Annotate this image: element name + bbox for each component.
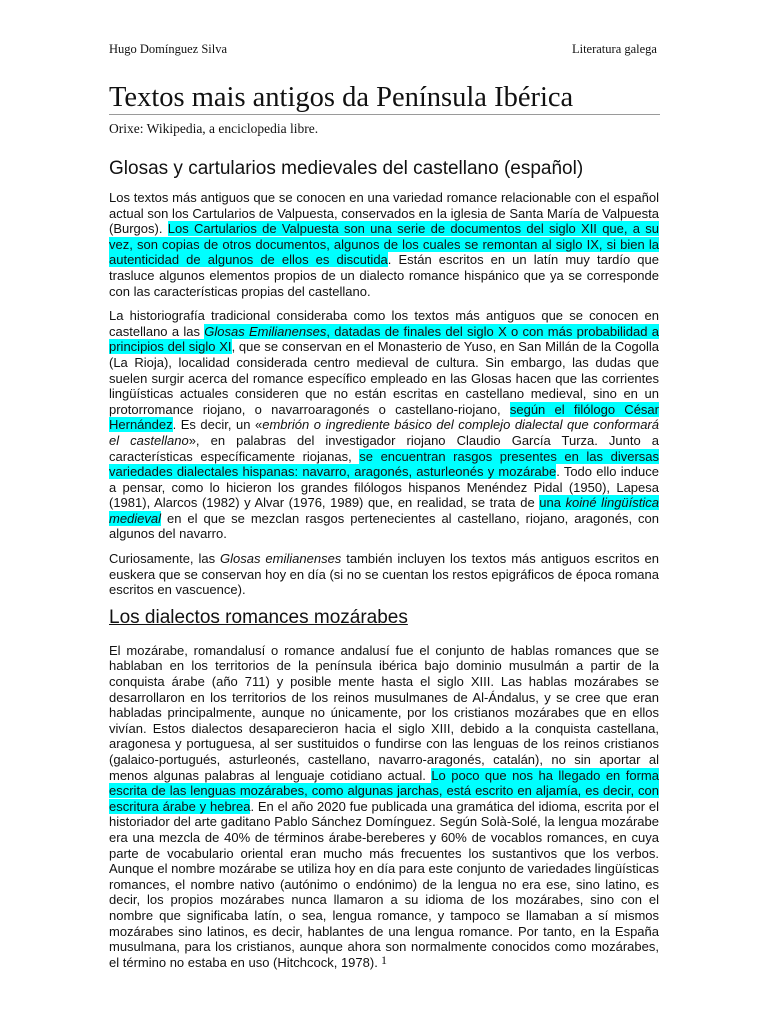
text-run: . Es decir, un « [172,417,263,433]
document-title: Textos mais antigos da Península Ibérica [109,82,574,113]
document-body [109,158,659,979]
text-run: , que se conservan en el Monasterio de Yuso, en San Millán de la Cogolla (La Rioja), localidad considerada centro medieval de cultura. Sin embargo, las dudas que suelen surgir acerca del romance específico empleado en las Glosas hacen que las corrientes lingüísticas actuales consideren que no están escritas en castellano medieval, sino en un protorromance riojano, o navarroaragonés o castellano-riojano, [109,339,660,417]
text-run: también incluyen los textos más antiguos escritos en euskera que se conservan hoy en día (si no se cuentan los restos epigráficos de época romana escritos en vascuence). [109,551,659,598]
highlighted-text: según el filólogo César Hernández [109,401,659,433]
text-run: Curiosamente, las [109,551,221,567]
paragraph [109,551,659,598]
highlighted-text: , datadas de finales del siglo X o con más probabilidad a principios del siglo XI [109,323,660,355]
source-line: Orixe: Wikipedia, a enciclopedia libre. [109,121,319,136]
highlighted-text: Los Cartularios de Valpuesta son una serie de documentos del siglo XII que, a su vez, son copias de otros documentos, algunos de los cuales se remontan al siglo IX, si bien la autenticidad de algunos de ellos es discutida [109,221,659,268]
highlighted-text: se encuentran rasgos presentes en las diversas variedades dialectales hispanas: navarro, aragonés, asturleonés y mozárabe [109,448,660,480]
section-heading-glosas: Glosas y cartularios medievales del castellano (español) [109,158,584,179]
text-run: embrión o ingrediente básico del complejo dialectal que conformará el castellano [109,417,659,448]
text-run: Los textos más antiguos que se conocen en una variedad romance relacionable con el español actual son los Cartularios de Valpuesta, conservados en la iglesia de Santa María de Valpuesta (Burgos). [109,190,659,237]
highlighted-text: una [539,495,566,511]
header-author: Hugo Domínguez Silva [109,42,228,56]
highlighted-text: Lo poco que nos ha llegado en forma escrita de las lenguas mozárabes, como algunas jarchas, está escrito en aljamía, es decir, con escritura árabe y hebrea [109,767,659,814]
header-course: Literatura galega [571,42,657,56]
title-rule [109,114,660,115]
highlighted-text: koiné lingüística medieval [109,495,659,526]
section-heading-mozarabes: Los dialectos romances mozárabes [109,606,408,628]
text-run: . Todo ello induce a pensar, como lo hicieron los grandes filólogos hispanos Menéndez Pidal (1950), Lapesa (1981), Alarcos (1982) y Alvar (1976, 1989) que, en realidad, se trata de [109,464,659,511]
text-run: », en palabras del investigador riojano Claudio García Turza. Junto a características específicamente riojanas, [109,432,659,464]
text-run: Glosas emilianenses [220,551,342,567]
text-run: El mozárabe, romandalusí o romance andalusí fue el conjunto de hablas romances que se hablaban en los territorios de la península ibérica bajo dominio musulmán a partir de la conquista árabe (año 711) y posible mente hasta el siglo XIII. Las hablas mozárabes se desarrollaron en los territorios de los reinos musulmanes de Al-Ándalus, y se cree que eran habladas principalmente, aunque no únicamente, por los cristianos mozárabes que en ellos vivían. Estos dialectos desaparecieron hacia el siglo XIII, debido a la conquista castellana, aragonesa y portuguesa, al ser sustituidos o fundirse con las lenguas de los reinos cristianos (galaico-portugués, asturleonés, castellano, navarro-aragonés, catalán), no sin aportar al menos algunas palabras al lenguaje cotidiano actual. [109,642,659,783]
highlighted-text: Glosas Emilianenses [204,323,327,339]
text-run: . En el año 2020 fue publicada una gramática del idioma, escrita por el historiador del arte gaditano Pablo Sánchez Domínguez. Según Solà-Solé, la lengua mozárabe era una mezcla de 40% de términos árabe-bereberes y 60% de vocablos romances, en cuya parte de vocabulario oriental eran mucho más frecuentes los sustantivos que los verbos. Aunque el nombre mozárabe se utiliza hoy en día para este conjunto de variedades lingüísticas romances, el nombre nativo (autónimo o endónimo) de la lengua no era ese, sino latino, es decir, los propios mozárabes nunca llamaron a su idioma de los mozárabes, sino con el nombre que significaba latín, o sea, lengua romance, y tampoco se llamaban a sí mismos mozárabes sino latinos, es decir, hablantes de una lengua romance. Por tanto, en la España musulmana, para los cristianos, aunque ahora son normalmente conocidos como mozárabes, el término no estaba en uso (Hitchcock, 1978). [109,798,659,970]
paragraph [109,308,659,542]
text-run: La historiografía tradicional consideraba como los textos más antiguos que se conocen en castellano a las [109,308,659,339]
paragraph [109,643,659,970]
page-number: 1 [381,953,387,967]
text-run: . Están escritos en un latín muy tardío que trasluce algunos elementos propios de un dialecto romance hispánico que ya se corresponde con las características propias del castellano. [109,252,659,299]
text-run: en el que se mezclan rasgos pertenecientes al castellano, riojano, aragonés, con algunos del navarro. [109,510,659,542]
paragraph [109,190,659,299]
